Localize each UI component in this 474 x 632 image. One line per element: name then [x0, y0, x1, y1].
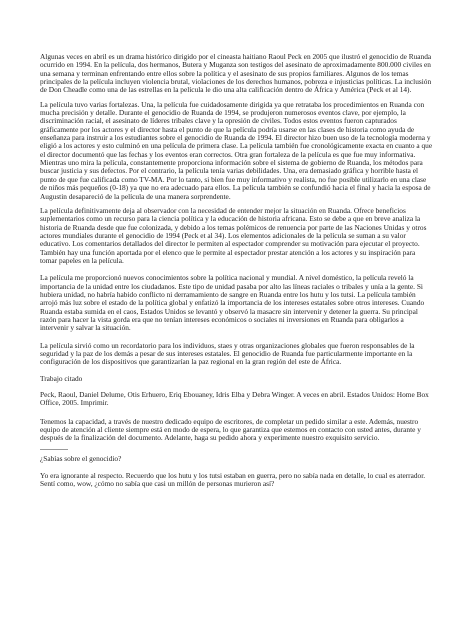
paragraph-strengths: La película tuvo varias fortalezas. Una, la película fue cuidadosamente dirigida ya que retrataba los procedimientos en Ruanda con mucha precisión y detalle. Durante el genocidio de Ruanda de 1994, se produjeron numerosos eventos clave, por ejemplo, la discriminación racial, el asesinato de líderes tribales clave y la opresión de civiles. Todos estos eventos fueron capturados gráficamente por los actores y el director hasta el punto de que la película podría usarse en las clases de historia como ayuda de enseñanza para instruir a los estudiantes sobre el genocidio de Ruanda de 1994. El director hizo buen uso de la tecnología moderna y eligió a los actores y esto culminó en una película de primera clase. La película también fue cronológicamente exacta en cuanto a que el director documentó que las fechas y los eventos eran correctos. Otra gran fortaleza de la película es que fue muy informativa. Mientras uno mira la película, constantemente proporciona información sobre el sistema de gobierno de Ruanda, los métodos para buscar justicia y sus defectos. Por el contrario, la película tenía varias debilidades. Una, era demasiado gráfica y horrible hasta el punto de que fue calificada como TV-MA. Por lo tanto, si bien fue muy informativo y realista, no fue posible utilizarlo en una clase de niños más pequeños (0-18) ya que no era adecuado para ellos. La película también se confundió hacia el final y hacia la esposa de Augustin desapareció de la película de una manera sorprendente. [40, 99, 433, 201]
citation-entry: Peck, Raoul, Daniel Delume, Otis Erhuero, Eriq Ebouaney, Idris Elba y Debra Winger. A veces en abril. Estados Unidos: Home Box Office, 2005. Imprimir. [40, 390, 429, 408]
paragraph-reminder: La película sirvió como un recordatorio para los individuos, staes y otras organizaciones globales que fueron responsables de la seguridad y la paz de los demás a pesar de sus intereses estatales. El genocidio de Ruanda fue particularmente importante en la configuración de los dispositivos que garantizarían la paz regional en la gran región del este de África. [40, 340, 415, 367]
works-cited-heading: Trabajo citado [40, 373, 83, 383]
paragraph-politics: La película me proporcionó nuevos conocimientos sobre la política nacional y mundial. A nivel doméstico, la película reveló la importancia de la unidad entre los ciudadanos. Este tipo de unidad pasaba por alto las líneas raciales o tribales y unía a la gente. Si hubiera unidad, no habría habido conflicto ni derramamiento de sangre en Ruanda entre los hutu y los tutsi. La película también arrojó más luz sobre el estado de la política global y enfatizó la importancia de los intereses estatales sobre otros intereses. Cuando Ruanda estaba sumida en el caos, Estados Unidos se levantó y observó la masacre sin intervenir y detener la guerra. Su principal razón para hacer la vista gorda era que no tenían intereses económicos o sociales ni inversiones en Ruanda para obligarlos a intervenir y salvar la situación. [40, 273, 425, 333]
separator-rule [40, 449, 68, 450]
paragraph-intro: Algunas veces en abril es un drama histórico dirigido por el cineasta haitiano Raoul Peck en 2005 que ilustró el genocidio de Ruanda ocurrido en 1994. En la película, dos hermanos, Butera y Muganza son testigos del asesinato de aproximadamente 800.000 civiles en una semana y terminan enfrentando entre ellos sobre la política y el asesinato de sus propios familiares. Algunos de los temas principales de la película incluyen violencia brutal, violaciones de los derechos humanos, pobreza e injusticias políticas. La inclusión de Don Cheadle como una de las estrellas en la película le dio una alta calificación dentro de África y América (Peck et al 14). [40, 52, 432, 95]
faq-question: ¿Sabías sobre el genocidio? [40, 453, 122, 463]
faq-answer: Yo era ignorante al respecto. Recuerdo que los hutu y los tutsi estaban en guerra, pero no sabía nada en detalle, lo cual es aterrador. Sentí como, wow, ¿cómo no sabía que casi un millón de personas murieron así? [40, 471, 426, 489]
promo-paragraph: Tenemos la capacidad, a través de nuestro dedicado equipo de escritores, de completar un pedido similar a este. Además, nuestro equipo de atención al cliente siempre está en modo de espera, lo que garantiza que estemos en contacto con usted antes, durante y después de la finalización del documento. Adelante, haga su pedido ahora y experimente nuestro exquisito servicio. [40, 416, 421, 443]
paragraph-education: La película definitivamente deja al observador con la necesidad de entender mejor la situación en Ruanda. Ofrece beneficios suplementarios como un recurso para la ciencia política y la educación de historia africana. Esto se debe a que en breve analiza la historia de Ruanda desde que fue colonizada, y debido a los temas polémicos de renuencia por parte de las Naciones Unidas y otros actores mundiales durante el genocidio de 1994 (Peck et al 34). Los elementos adicionales de la película se suman a su valor educativo. Los comentarios detallados del director le permiten al espectador comprender su motivación para ejecutar el proyecto. También hay una función aportada por el elenco que le permite al espectador prestar atención a los actores y su inspiración para tomar papeles en la película. [40, 205, 427, 265]
